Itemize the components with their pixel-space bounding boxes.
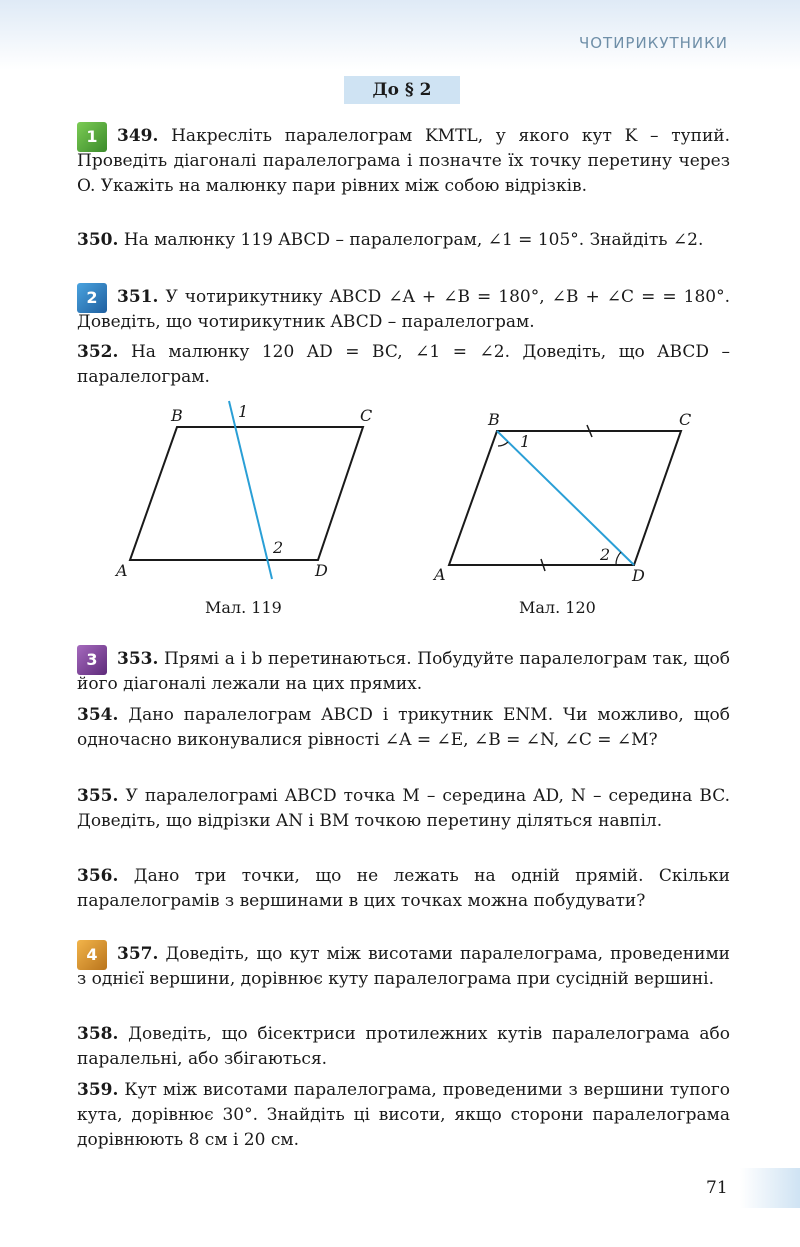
- figure-120-caption: Мал. 120: [519, 598, 596, 617]
- figure-119-caption: Мал. 119: [205, 598, 282, 617]
- problem-351: [77, 285, 730, 335]
- problem-number: 356.: [77, 866, 119, 886]
- vertex-d-label: D: [315, 561, 328, 580]
- vertex-d-label: D: [632, 566, 645, 585]
- angle-2-arc: [616, 552, 621, 565]
- diagonal-bd: [497, 431, 634, 565]
- problem-353: [77, 647, 730, 697]
- problem-text: Дано три точки, що не лежать на одній прямій. Скільки паралелограмів з вершинами в цих точках можна побудувати?: [77, 866, 730, 911]
- problem-text: У чотирикутнику ABCD ∠A + ∠B = 180°, ∠B + ∠C = = 180°. Доведіть, що чотирикутник ABCD – паралелограм.: [77, 287, 731, 332]
- vertex-a-label: A: [434, 565, 446, 584]
- problem-number: 353.: [117, 649, 159, 669]
- problem-number: 350.: [77, 230, 119, 250]
- figures: [0, 395, 800, 595]
- parallelogram-119: [130, 427, 363, 560]
- level-3-badge: 3: [77, 645, 107, 675]
- problem-number: 355.: [77, 786, 119, 806]
- problem-number: 357.: [117, 944, 159, 964]
- level-2-badge: 2: [77, 283, 107, 313]
- page-number: 71: [706, 1178, 728, 1198]
- problem-text: Доведіть, що бісектриси протилежних кутів паралелограма або паралельні, або збігаються.: [77, 1024, 731, 1069]
- problem-357: [77, 942, 730, 992]
- problem-number: 358.: [77, 1024, 119, 1044]
- level-4-badge: 4: [77, 940, 107, 970]
- problem-349: [77, 124, 730, 199]
- problem-number: 349.: [117, 126, 159, 146]
- problem-text: Кут між висотами паралелограма, проведеними з вершини тупого кута, дорівнює 30°. Знайдіть ці висоти, якщо сторони паралелограма дорівнюють 8 см і 20 см.: [77, 1080, 731, 1150]
- figure-120: [432, 410, 691, 585]
- problem-number: 352.: [77, 342, 119, 362]
- problem-number: 359.: [77, 1080, 119, 1100]
- running-title: ЧОТИРИКУТНИКИ: [578, 34, 728, 52]
- angle-2-label: 2: [600, 545, 611, 564]
- problem-text: Накресліть паралелограм KMTL, у якого кут K – тупий. Проведіть діагоналі паралелограма і позначте їх точку перетину через O. Укажіть на малюнку пари рівних між собою відрізків.: [77, 126, 731, 196]
- problem-358: [77, 1022, 730, 1072]
- level-1-badge: 1: [77, 122, 107, 152]
- problem-352: [77, 340, 730, 390]
- problem-355: [77, 784, 730, 834]
- vertex-b-label: B: [171, 406, 183, 425]
- section-title: До § 2: [344, 76, 460, 104]
- problem-number: 354.: [77, 705, 119, 725]
- problem-text: Дано паралелограм ABCD і трикутник ENM. Чи можливо, щоб одночасно виконувалися рівності ∠A = ∠E, ∠B = ∠N, ∠C = ∠M?: [77, 705, 731, 750]
- angle-1-arc: [498, 442, 508, 446]
- figure-119: [114, 401, 372, 580]
- problem-text: На малюнку 120 AD = BC, ∠1 = ∠2. Доведіть, що ABCD – паралелограм.: [77, 342, 730, 387]
- problem-text: На малюнку 119 ABCD – паралелограм, ∠1 = 105°. Знайдіть ∠2.: [123, 230, 704, 250]
- problem-text: Доведіть, що кут між висотами паралелограма, проведеними з однієї вершини, дорівнює куту паралелограма при сусідній вершині.: [77, 944, 730, 989]
- problem-text: Прямі a і b перетинаються. Побудуйте паралелограм так, щоб його діагоналі лежали на цих прямих.: [77, 649, 730, 694]
- problem-356: [77, 864, 730, 914]
- vertex-a-label: A: [116, 561, 128, 580]
- angle-2-label: 2: [273, 538, 284, 557]
- footer-band: [740, 1168, 800, 1208]
- angle-1-label: 1: [520, 432, 531, 451]
- problem-text: У паралелограмі ABCD точка M – середина AD, N – середина BC. Доведіть, що відрізки AN і BM точкою перетину діляться навпіл.: [77, 786, 731, 831]
- vertex-b-label: B: [488, 410, 500, 429]
- vertex-c-label: C: [360, 406, 373, 425]
- problem-354: [77, 703, 730, 753]
- angle-1-label: 1: [238, 402, 249, 421]
- vertex-c-label: C: [679, 410, 692, 429]
- problem-350: [77, 228, 730, 253]
- problem-number: 351.: [117, 287, 159, 307]
- problem-359: [77, 1078, 730, 1153]
